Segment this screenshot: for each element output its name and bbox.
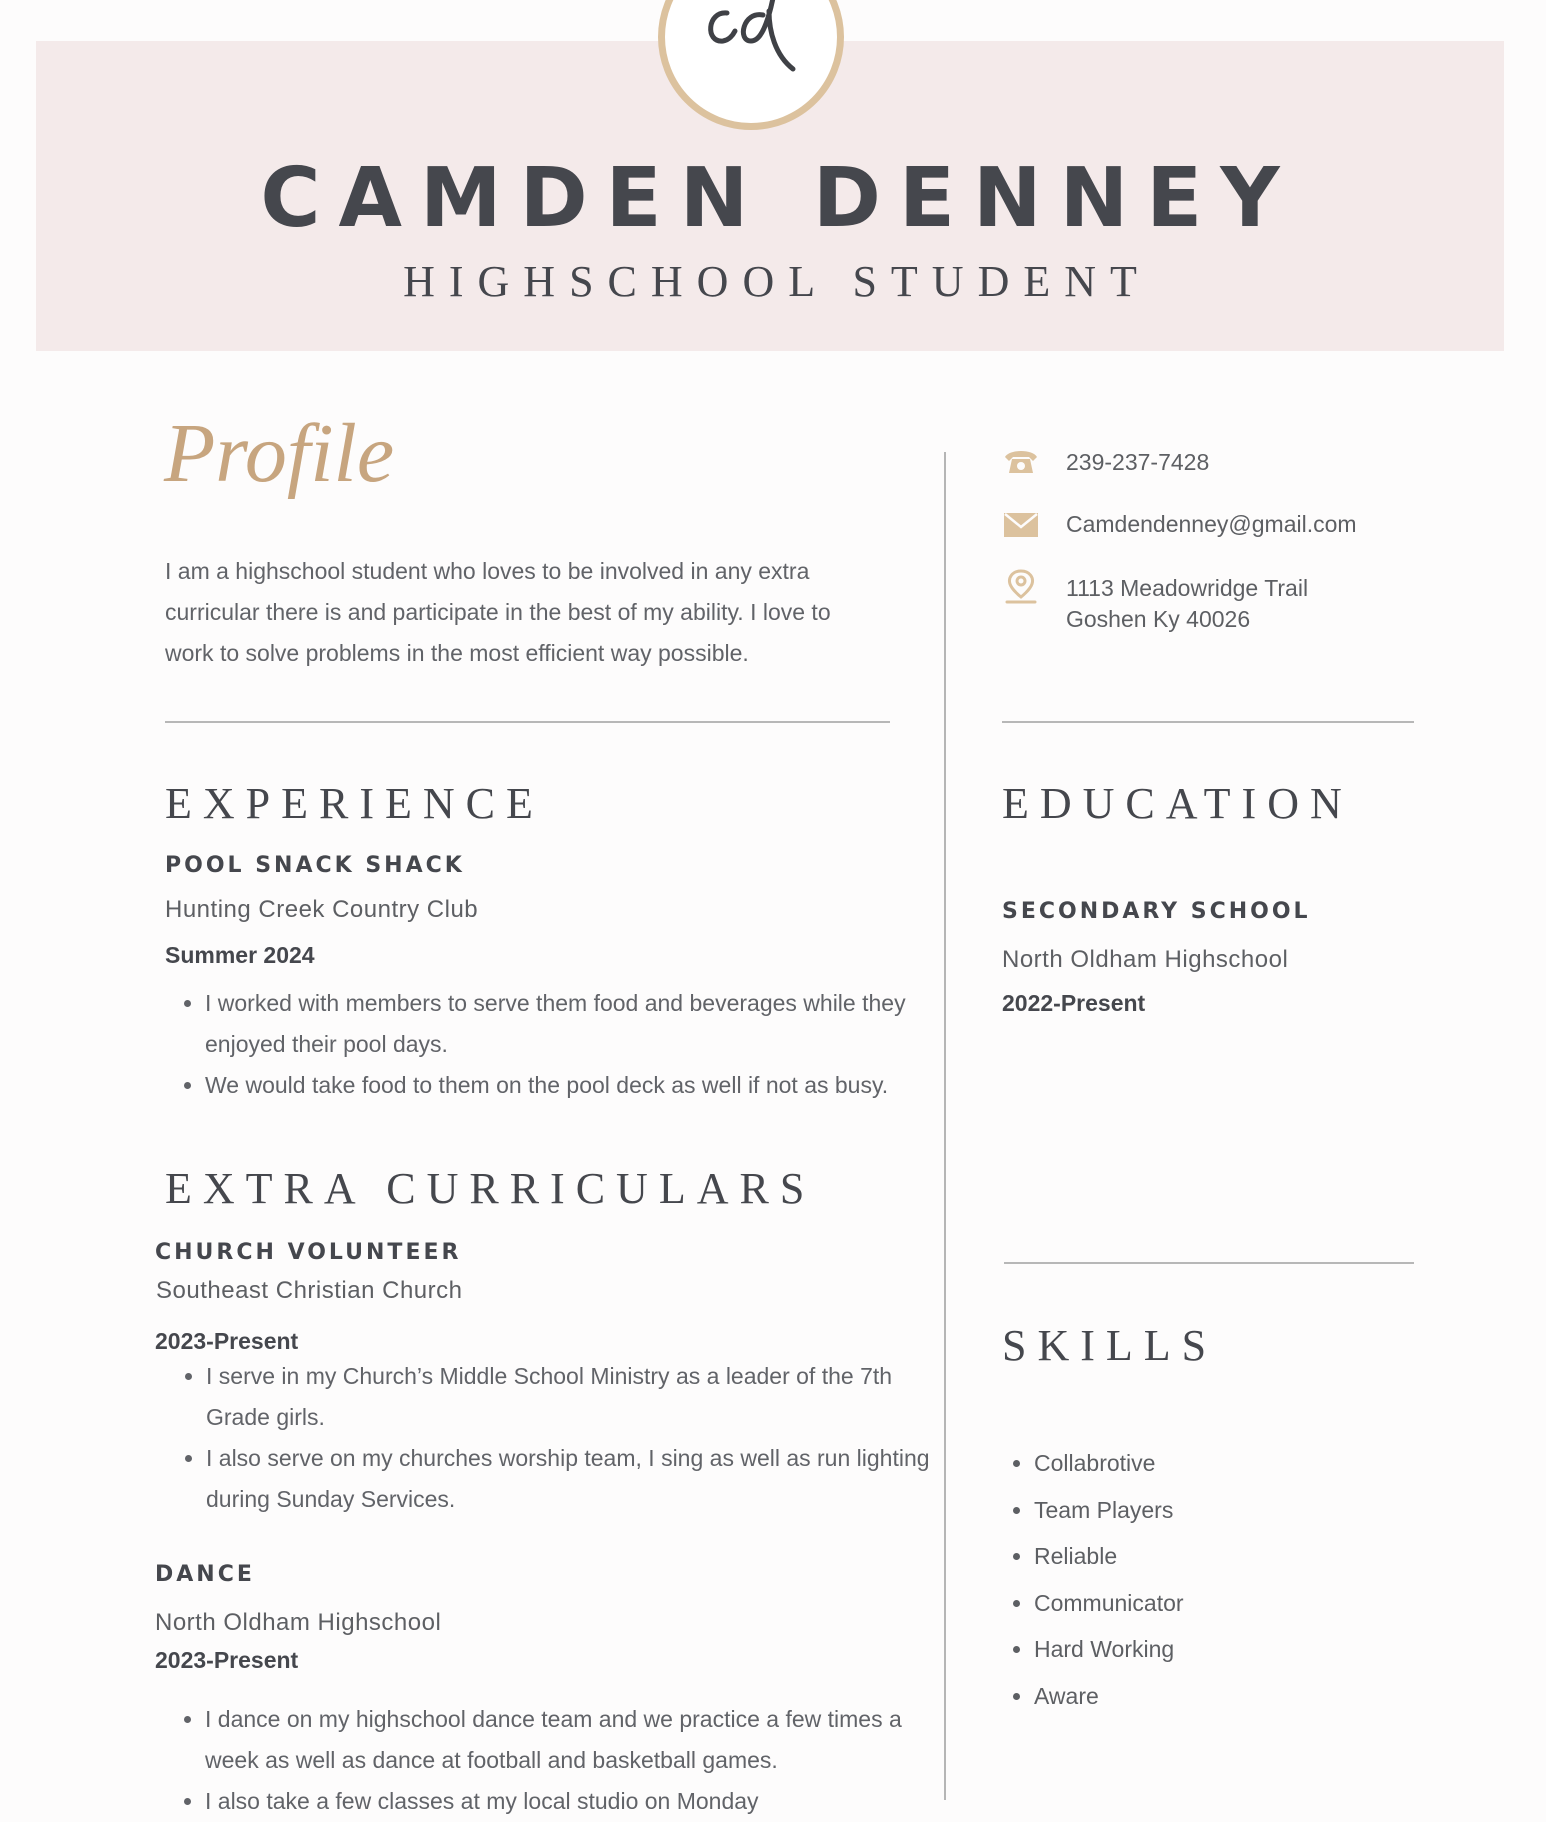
activity-title: CHURCH VOLUNTEER [155, 1240, 462, 1265]
experience-job-title: POOL SNACK SHACK [165, 853, 465, 878]
list-item: • We would take food to them on the pool deck as well if not as busy. [205, 1065, 935, 1106]
activity-org: Southeast Christian Church [156, 1277, 463, 1304]
activity-bullets [165, 1699, 935, 1822]
activity-org: North Oldham Highschool [155, 1609, 442, 1636]
contact-email[interactable]: Camdendenney@gmail.com [1066, 511, 1357, 537]
monogram-script-mark [665, 0, 837, 123]
location-pin-icon [1004, 569, 1038, 610]
education-heading: EDUCATION [1002, 779, 1353, 828]
experience-org: Hunting Creek Country Club [165, 896, 479, 923]
activity-title: DANCE [155, 1562, 255, 1587]
list-item: • Hard Working [1034, 1626, 1184, 1673]
list-item: • Communicator [1034, 1580, 1184, 1627]
education-date: 2022-Present [1002, 990, 1146, 1016]
contact-phone[interactable]: 239-237-7428 [1066, 449, 1210, 475]
list-item: • I worked with members to serve them food and beverages while they enjoyed their pool days. [205, 983, 935, 1065]
education-divider [1004, 1262, 1414, 1264]
list-item: • Aware [1034, 1673, 1184, 1720]
education-school: North Oldham Highschool [1002, 946, 1289, 973]
activity-bullets [166, 1356, 936, 1520]
list-item: • Reliable [1034, 1533, 1184, 1580]
activity-date: 2023-Present [155, 1647, 299, 1673]
list-item: • Collabrotive [1034, 1440, 1184, 1487]
contact-divider [1002, 721, 1414, 723]
contact-address-line1: 1113 Meadowridge Trail [1066, 575, 1309, 601]
activity-date: 2023-Present [155, 1328, 299, 1354]
extracurriculars-heading: EXTRA CURRICULARS [165, 1164, 816, 1213]
phone-icon [1003, 447, 1039, 480]
experience-date: Summer 2024 [165, 942, 315, 968]
skills-list [1002, 1440, 1184, 1719]
skills-heading: SKILLS [1002, 1321, 1218, 1370]
list-item: • I also serve on my churches worship team, I sing as well as run lighting during Sunday Services. [206, 1438, 936, 1520]
profile-text: I am a highschool student who loves to be involved in any extra curricular there is and participate in the best of my ability. I love to work to solve problems in the most efficient way possible. [165, 558, 831, 666]
profile-heading: Profile [164, 407, 395, 500]
candidate-name: CAMDEN DENNEY [260, 151, 1298, 246]
experience-heading: EXPERIENCE [165, 779, 544, 828]
list-item: • Team Players [1034, 1487, 1184, 1534]
contact-address-line2: Goshen Ky 40026 [1066, 606, 1251, 632]
mail-icon [1004, 513, 1038, 542]
column-divider [944, 452, 946, 1800]
list-item: • I serve in my Church’s Middle School Ministry as a leader of the 7th Grade girls. [206, 1356, 936, 1438]
monogram-logo [658, 0, 844, 130]
list-item: • I also take a few classes at my local studio on Monday [205, 1781, 935, 1822]
list-item: • I dance on my highschool dance team and we practice a few times a week as well as dance at football and basketball games. [205, 1699, 935, 1781]
candidate-title: HIGHSCHOOL STUDENT [403, 257, 1151, 306]
profile-divider [165, 721, 890, 723]
experience-bullets [165, 983, 935, 1106]
education-degree: SECONDARY SCHOOL [1002, 899, 1311, 924]
